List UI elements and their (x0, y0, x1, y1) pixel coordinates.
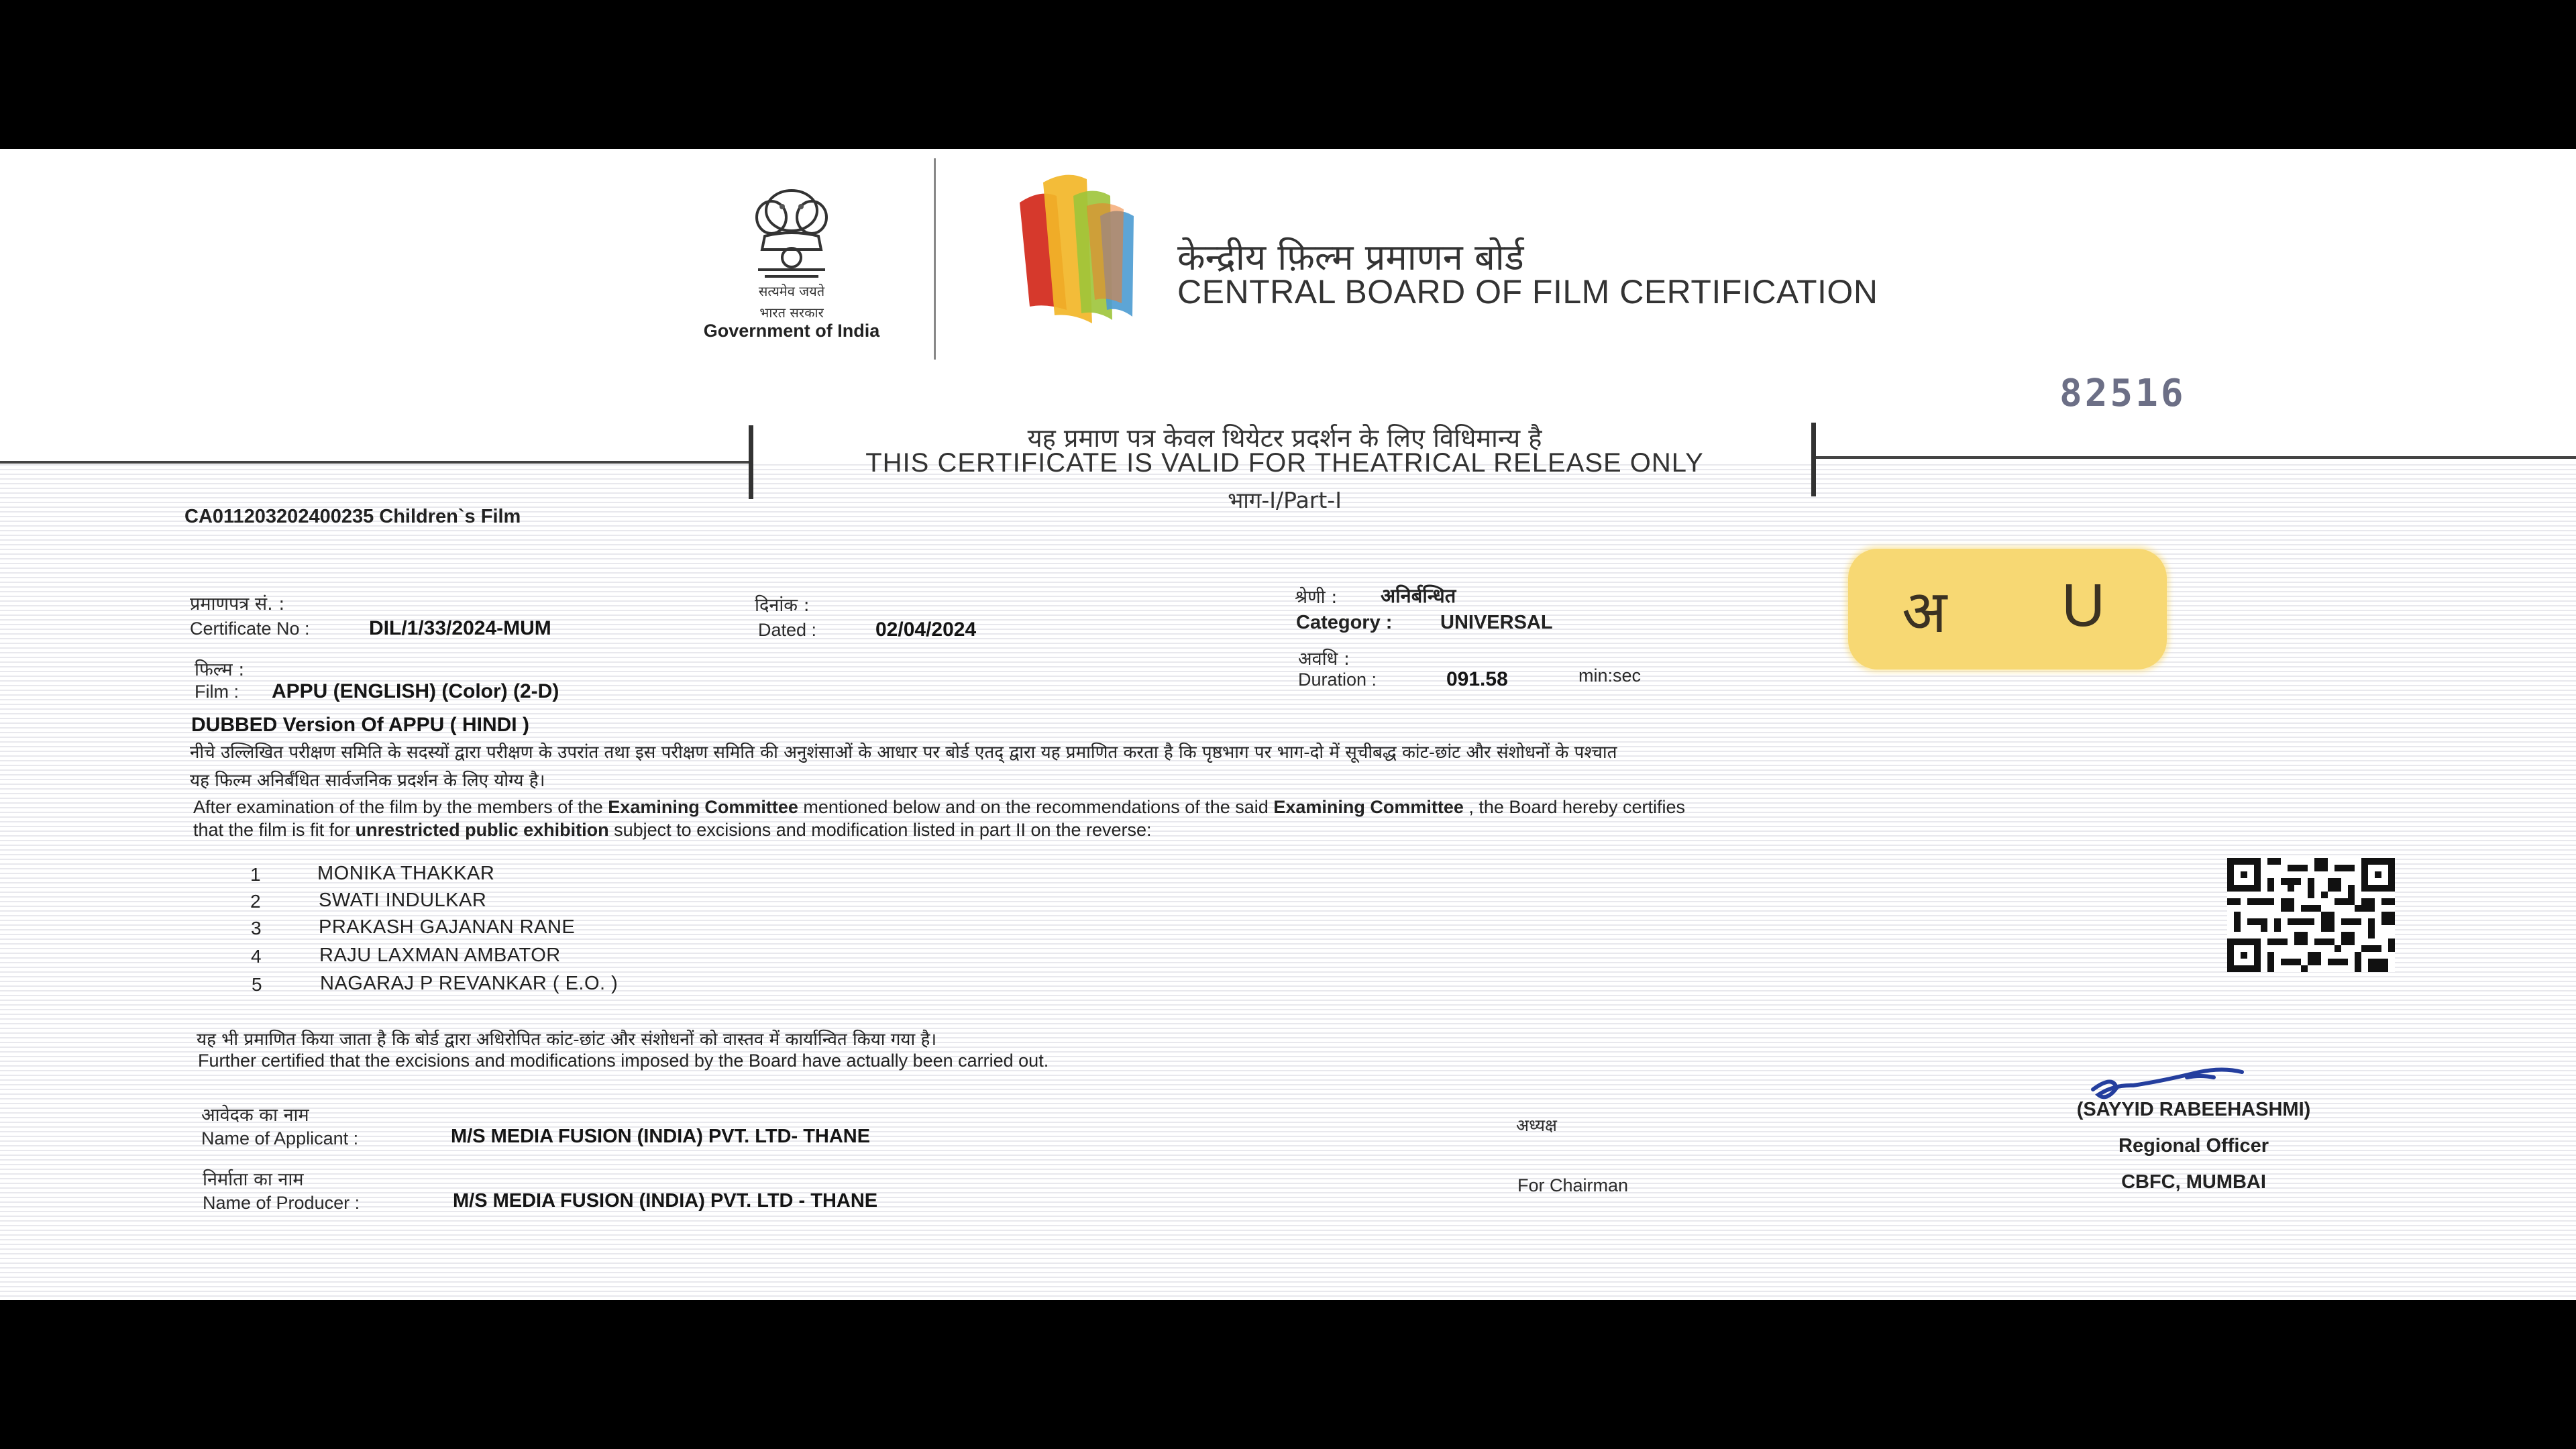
national-emblem-icon (738, 182, 845, 283)
cbfc-logo-icon (1006, 169, 1161, 330)
header-rule-right (1815, 456, 2576, 459)
header-rule-left (0, 461, 751, 464)
duration-label-hindi: अवधि : (1298, 649, 1350, 669)
producer-value: M/S MEDIA FUSION (INDIA) PVT. LTD - THANE (453, 1190, 878, 1212)
validity-bracket-left (749, 425, 753, 499)
signatory-name: (SAYYID RABEEHASHMI) (2076, 1099, 2311, 1120)
chairman-hindi: अध्यक्ष (1516, 1116, 1557, 1135)
producer-label-hindi: निर्माता का नाम (203, 1169, 304, 1190)
validity-hindi: यह प्रमाण पत्र केवल थियेटर प्रदर्शन के लिए विधिमान्य है (1027, 423, 1542, 453)
statement-english-line2: that the film is fit for unrestricted public exhibition subject to excisions and modification listed in part II on the reverse: (193, 820, 1152, 840)
statement-english-line1: After examination of the film by the members of the Examining Committee mentioned below and on the recommendations of the said Examining Committee , the Board hereby certifies (193, 797, 1686, 817)
applicant-label-hindi: आवेदक का नाम (201, 1105, 309, 1126)
member-number: 4 (251, 946, 262, 967)
member-name: SWATI INDULKAR (319, 890, 487, 911)
badge-letter-english: U (2061, 572, 2105, 639)
category-value: UNIVERSAL (1440, 612, 1553, 633)
category-label: Category : (1296, 612, 1393, 633)
qr-code-icon (2227, 857, 2395, 973)
board-name-hindi: केन्द्रीय फ़िल्म प्रमाणन बोर्ड (1177, 236, 1524, 278)
signatory-title: Regional Officer (2118, 1135, 2269, 1157)
dated-value: 02/04/2024 (875, 619, 977, 641)
producer-label: Name of Producer : (203, 1193, 360, 1213)
badge-letter-hindi: अ (1902, 577, 1947, 646)
certificate-no-label-hindi: प्रमाणपत्र सं. : (190, 594, 285, 614)
member-name: PRAKASH GAJANAN RANE (319, 916, 576, 938)
certificate-no-label: Certificate No : (190, 619, 310, 639)
film-value: APPU (ENGLISH) (Color) (2-D) (272, 680, 559, 702)
signatory-office: CBFC, MUMBAI (2121, 1171, 2266, 1193)
validity-part: भाग-I/Part-I (1228, 487, 1342, 513)
government-of-india: Government of India (703, 321, 880, 341)
film-code: CA011203202400235 Children`s Film (184, 506, 521, 527)
duration-value: 091.58 (1446, 668, 1508, 690)
certificate-sheet (0, 149, 2576, 1300)
further-certified-hindi: यह भी प्रमाणित किया जाता है कि बोर्ड द्वारा अधिरोपित कांट-छांट और संशोधनों को वास्तव में कार्यान्वित किया गया है। (197, 1030, 937, 1050)
serial-number: 82516 (2059, 372, 2186, 415)
emblem-motto: सत्यमेव जयते (758, 283, 825, 299)
member-name: NAGARAJ P REVANKAR ( E.O. ) (320, 973, 619, 994)
certificate-no-value: DIL/1/33/2024-MUM (369, 617, 551, 639)
further-certified-english: Further certified that the excisions and modifications imposed by the Board have actually been carried out. (198, 1051, 1049, 1071)
dubbed-version: DUBBED Version Of APPU ( HINDI ) (191, 714, 529, 736)
category-label-hindi: श्रेणी : (1295, 587, 1338, 608)
category-value-hindi: अनिर्बन्धित (1381, 584, 1456, 607)
member-name: RAJU LAXMAN AMBATOR (319, 945, 561, 966)
dated-label: Dated : (758, 620, 817, 640)
member-number: 2 (250, 891, 261, 912)
member-number: 3 (251, 918, 262, 938)
validity-english: THIS CERTIFICATE IS VALID FOR THEATRICAL RELEASE ONLY (865, 448, 1704, 478)
certificate-category-badge (1848, 549, 2167, 669)
member-number: 1 (250, 864, 261, 885)
member-name: MONIKA THAKKAR (317, 863, 495, 884)
applicant-value: M/S MEDIA FUSION (INDIA) PVT. LTD- THANE (451, 1126, 871, 1147)
for-chairman: For Chairman (1517, 1175, 1629, 1195)
member-number: 5 (252, 974, 262, 995)
statement-hindi-line1: नीचे उल्लिखित परीक्षण समिति के सदस्यों द्वारा परीक्षण के उपरांत तथा इस परीक्षण समिति की अनुशंसाओं के आधार पर बोर्ड एतद् द्वारा यह प्रमाणित करता है कि पृष्ठभाग पर भाग-दो में सूचीबद्ध कांट-छांट और संशोधनों के पश्चात (190, 743, 1617, 763)
film-label-hindi: फिल्म : (195, 659, 245, 680)
dated-label-hindi: दिनांक : (755, 595, 810, 616)
board-name-english: CENTRAL BOARD OF FILM CERTIFICATION (1177, 273, 1878, 311)
duration-label: Duration : (1298, 669, 1377, 690)
validity-bracket-right (1811, 423, 1816, 496)
header-divider (934, 158, 936, 360)
government-hindi: भारत सरकार (759, 305, 824, 321)
duration-unit: min:sec (1578, 665, 1642, 686)
applicant-label: Name of Applicant : (201, 1128, 359, 1148)
film-label: Film : (195, 682, 239, 702)
statement-hindi-line2: यह फिल्म अनिर्बंधित सार्वजनिक प्रदर्शन के लिए योग्य है। (190, 771, 545, 791)
